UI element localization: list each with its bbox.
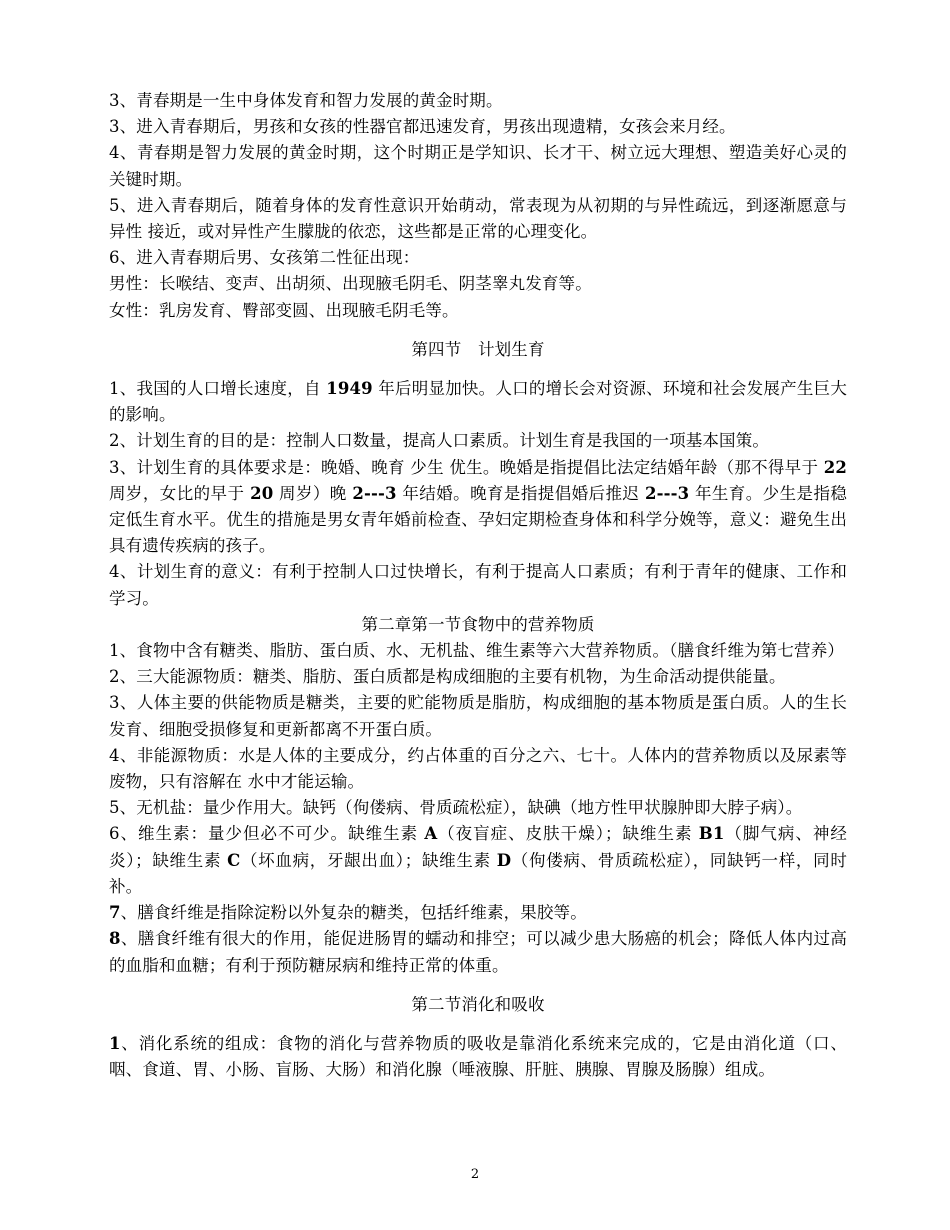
bold-vitamin: D	[496, 850, 512, 870]
text-span: 、膳食纤维是指除淀粉以外复杂的糖类，包括纤维素，果胶等。	[120, 903, 587, 923]
paragraph-family-planning-1	[109, 376, 847, 428]
paragraph-family-planning-4: 4、计划生育的意义：有利于控制人口过快增长，有利于提高人口素质；有利于青年的健康、工作和学习。	[109, 562, 847, 608]
paragraph-puberty-3b: 3、进入青春期后，男孩和女孩的性器官都迅速发育，男孩出现遗精，女孩会来月经。	[109, 117, 736, 137]
bold-number: 20	[250, 483, 274, 503]
text-span: 年结婚。晚育是指提倡婚后推迟	[396, 483, 646, 503]
text-span: 6、维生素：量少但必不可少。缺维生素	[109, 824, 425, 844]
paragraph-puberty-6: 6、进入青春期后男、女孩第二性征出现：	[109, 248, 420, 268]
paragraph-nutrients-2: 2、三大能源物质：糖类、脂肪、蛋白质都是构成细胞的主要有机物，为生命活动提供能量。	[109, 667, 786, 687]
text-span: （佝偻病、骨质疏松症），同缺钙一样，同时补。	[109, 850, 847, 896]
paragraph-family-planning-3	[109, 455, 847, 560]
paragraph-family-planning-2: 2、计划生育的目的是：控制人口数量，提高人口素质。计划生育是我国的一项基本国策。	[109, 431, 769, 451]
text-span: 年后明显加快。人口的增长会对资源、环境和社会发展产生巨大的影响。	[109, 379, 847, 425]
page-number: 2	[470, 1167, 480, 1182]
paragraph-nutrients-5: 5、无机盐：量少作用大。缺钙（佝偻病、骨质疏松症），缺碘（地方性甲状腺肿即大脖子病）。	[109, 798, 803, 818]
text-span: （夜盲症、皮肤干燥）；缺维生素	[437, 824, 699, 844]
page-content	[109, 88, 847, 1083]
text-span: 、消化系统的组成：食物的消化与营养物质的吸收是靠消化系统来完成的，它是由消化道（口、咽、食道、胃、小肠、盲肠、大肠）和消化腺（唾液腺、肝脏、胰腺、胃腺及肠腺）组成。	[109, 1033, 847, 1080]
text-span: 周岁，女比的早于	[109, 483, 251, 503]
text-span: 周岁）晚	[273, 483, 353, 503]
paragraph-nutrients-6	[109, 821, 847, 900]
bold-item-number: 1	[109, 1033, 121, 1053]
paragraph-nutrients-4: 4、非能源物质：水是人体的主要成分，约占体重的百分之六、七十。人体内的营养物质以及尿素等废物，只有溶解在 水中才能运输。	[109, 745, 847, 792]
paragraph-nutrients-3: 3、人体主要的供能物质是糖类，主要的贮能物质是脂肪，构成细胞的基本物质是蛋白质。人的生长发育、细胞受损修复和更新都离不开蛋白质。	[109, 693, 847, 739]
bold-range: 2---3	[352, 483, 397, 503]
bold-item-number: 8	[109, 929, 121, 949]
section-title-nutrients: 第二章第一节食物中的营养物质	[361, 614, 595, 634]
bold-vitamin: B1	[698, 824, 725, 844]
paragraph-nutrients-8	[109, 926, 847, 978]
paragraph-puberty-5: 5、进入青春期后，随着身体的发育性意识开始萌动，常表现为从初期的与异性疏远，到逐渐愿意与异性 接近，或对异性产生朦胧的依恋，这些都是正常的心理变化。	[109, 195, 847, 242]
paragraph-puberty-3a: 3、青春期是一生中身体发育和智力发展的黄金时期。	[109, 91, 503, 110]
paragraph-female-traits: 女性：乳房发育、臀部变圆、出现腋毛阴毛等。	[109, 300, 459, 320]
text-span: 年生育。少生是指稳定低生育水平。优生的措施是男女青年婚前检查、孕妇定期检查身体和科学分娩等，意义：避免生出具有遗传疾病的孩子。	[109, 483, 848, 556]
text-span: 、膳食纤维有很大的作用，能促进肠胃的蠕动和排空；可以减少患大肠癌的机会；降低人体内过高的血脂和血糖；有利于预防糖尿病和维持正常的体重。	[109, 929, 847, 975]
bold-range: 2---3	[645, 483, 690, 503]
bold-item-number: 7	[109, 903, 121, 923]
text-span: 3、计划生育的具体要求是：晚婚、晚育 少生 优生。晚婚是指提倡比法定结婚年龄（那不得早于	[109, 457, 824, 477]
paragraph-puberty-4: 4、青春期是智力发展的黄金时期，这个时期正是学知识、长才干、树立远大理想、塑造美好心灵的关键时期。	[109, 143, 847, 189]
text-span: （脚气病、神经炎）；缺维生素	[109, 824, 848, 870]
bold-vitamin: A	[424, 824, 438, 844]
text-span: 1、我国的人口增长速度，自	[109, 379, 327, 399]
paragraph-nutrients-7	[109, 900, 847, 926]
paragraph-male-traits: 男性：长喉结、变声、出胡须、出现腋毛阴毛、阴茎睾丸发育等。	[109, 274, 592, 294]
bold-number: 22	[823, 457, 847, 477]
bold-year: 1949	[326, 379, 373, 399]
paragraph-nutrients-1: 1、食物中含有糖类、脂肪、蛋白质、水、无机盐、维生素等六大营养物质。（膳食纤维为第七营养）	[109, 641, 844, 661]
text-span: （坏血病，牙龈出血）；缺维生素	[240, 850, 497, 870]
section-title-digestion: 第二节消化和吸收	[411, 994, 545, 1014]
bold-vitamin: C	[227, 850, 241, 870]
paragraph-digestion-1	[109, 1031, 847, 1083]
section-title-family-planning: 第四节 计划生育	[411, 339, 545, 359]
